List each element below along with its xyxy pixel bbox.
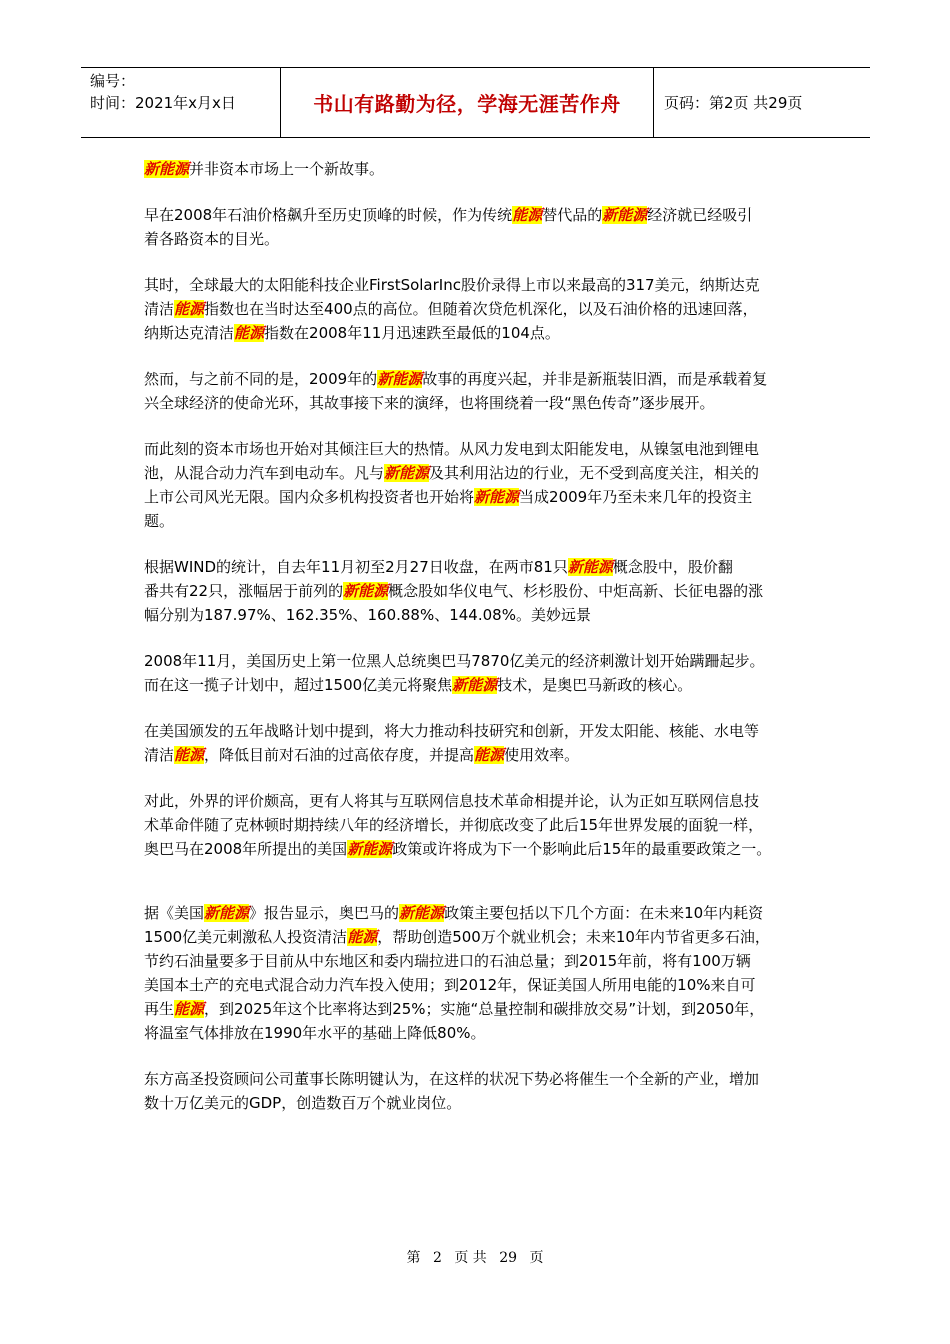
footer-page-prefix: 第: [406, 1250, 421, 1266]
keyword-highlight: 新能源: [347, 840, 393, 858]
keyword-highlight: 新能源: [452, 676, 498, 694]
keyword-highlight: 新能源: [377, 370, 423, 388]
paragraph: 新能源并非资本市场上一个新故事。: [144, 160, 385, 178]
keyword-highlight: 新能源: [602, 206, 648, 224]
keyword-highlight: 新能源: [567, 558, 613, 576]
header-motto: 书山有路勤为径，学海无涯苦作舟: [281, 68, 654, 137]
paragraph: 2008年11月，美国历史上第一位黑人总统奥巴马7870亿美元的经济刺激计划开始蹒跚起步。 而在这一揽子计划中，超过1500亿美元将聚焦新能源技术，是奥巴马新政的核心。: [144, 652, 765, 694]
header-page-info: 页码：第2页 共29页: [664, 94, 803, 112]
page-footer: [0, 1247, 950, 1267]
footer-page-total: 29: [499, 1250, 518, 1266]
keyword-highlight: 能源: [347, 928, 378, 946]
paragraph: 据《美国新能源》报告显示，奥巴马的新能源政策主要包括以下几个方面：在未来10年内耗资 1500亿美元刺激私人投资清洁能源，帮助创造500万个就业机会；未来10年内节省更多石油， 节约石油量要多于目前从中东地区和委内瑞拉进口的石油总量；到2015年前，将有100万辆 美国本土产的充电式混合动力汽车投入使用；到2012年，保证美国人所用电能的10%来自可 再生能源，到2025年这个比率将达到25%；实施“总量控制和碳排放交易”计划，到2050年， 将温室气体排放在1990年水平的基础上降低80%。: [144, 904, 770, 1042]
paragraph: 早在2008年石油价格飙升至历史顶峰的时候，作为传统能源替代品的新能源经济就已经吸引 着各路资本的目光。: [144, 206, 753, 248]
document-body: [144, 157, 824, 1137]
keyword-highlight: 新能源: [399, 904, 445, 922]
footer-page-middle: 页 共: [454, 1250, 487, 1266]
header-date-label: 时间：2021年x月x日: [90, 94, 236, 112]
paragraph: 对此，外界的评价颇高，更有人将其与互联网信息技术革命相提并论，认为正如互联网信息技 术革命伴随了克林顿时期持续八年的经济增长，并彻底改变了此后15年世界发展的面貌一样， 奥巴马在2008年所提出的美国新能源政策或许将成为下一个影响此后15年的最重要政策之一。: [144, 792, 772, 858]
page-header: [81, 67, 870, 138]
keyword-highlight: 能源: [174, 1000, 205, 1018]
paragraph: 其时，全球最大的太阳能科技企业FirstSolarInc股价录得上市以来最高的317美元，纳斯达克 清洁能源指数也在当时达至400点的高位。但随着次贷危机深化，以及石油价格的迅速回落， 纳斯达克清洁能源指数在2008年11月迅速跌至最低的104点。: [144, 276, 760, 342]
keyword-highlight: 能源: [474, 746, 505, 764]
paragraph: 东方高圣投资顾问公司董事长陈明键认为，在这样的状况下势必将催生一个全新的产业，增加 数十万亿美元的GDP，创造数百万个就业岗位。: [144, 1070, 760, 1112]
header-meta: [81, 68, 281, 137]
keyword-highlight: 新能源: [384, 464, 430, 482]
keyword-highlight: 新能源: [144, 160, 190, 178]
footer-page-suffix: 页: [529, 1250, 544, 1266]
paragraph: 然而，与之前不同的是，2009年的新能源故事的再度兴起，并非是新瓶装旧酒，而是承载着复 兴全球经济的使命光环，其故事接下来的演绎，也将围绕着一段“黑色传奇”逐步展开。: [144, 370, 768, 412]
header-code-label: 编号：: [90, 72, 136, 90]
keyword-highlight: 能源: [234, 324, 265, 342]
paragraph: 在美国颁发的五年战略计划中提到，将大力推动科技研究和创新，开发太阳能、核能、水电等 清洁能源，降低目前对石油的过高依存度，并提高能源使用效率。: [144, 722, 760, 764]
footer-page-current: 2: [432, 1250, 442, 1266]
keyword-highlight: 新能源: [474, 488, 520, 506]
keyword-highlight: 能源: [174, 746, 205, 764]
paragraph: 而此刻的资本市场也开始对其倾注巨大的热情。从风力发电到太阳能发电，从镍氢电池到锂电 池，从混合动力汽车到电动车。凡与新能源及其利用沾边的行业，无不受到高度关注，相关的 上市公司风光无限。国内众多机构投资者也开始将新能源当成2009年乃至未来几年的投资主 题。: [144, 440, 760, 530]
keyword-highlight: 能源: [174, 300, 205, 318]
keyword-highlight: 能源: [512, 206, 543, 224]
keyword-highlight: 新能源: [204, 904, 250, 922]
keyword-highlight: 新能源: [343, 582, 389, 600]
paragraph: 根据WIND的统计，自去年11月初至2月27日收盘，在两市81只新能源概念股中，股价翻 番共有22只，涨幅居于前列的新能源概念股如华仪电气、杉杉股份、中炬高新、长征电器的涨 幅分别为187.97%、162.35%、160.88%、144.08%。美妙远景: [144, 558, 764, 624]
